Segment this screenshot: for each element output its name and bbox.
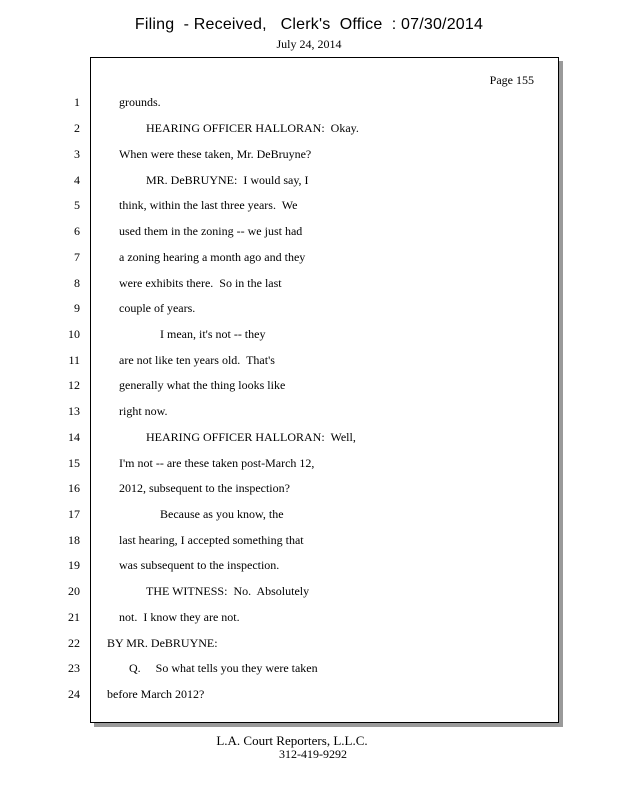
line-number: 3 bbox=[74, 147, 80, 161]
line-number: 14 bbox=[68, 430, 80, 444]
filing-stamp: Filing - Received, Clerk's Office : 07/30/2014 bbox=[134, 16, 484, 33]
line-text: HEARING OFFICER HALLORAN: Okay. bbox=[146, 121, 359, 135]
line-number: 13 bbox=[68, 404, 80, 418]
line-number: 2 bbox=[74, 121, 80, 135]
line-number: 15 bbox=[68, 456, 80, 470]
line-number: 7 bbox=[74, 250, 80, 264]
line-number: 20 bbox=[68, 584, 80, 598]
line-text: right now. bbox=[119, 404, 168, 418]
line-text: not. I know they are not. bbox=[119, 610, 240, 624]
line-text: I mean, it's not -- they bbox=[160, 327, 266, 341]
line-text: Because as you know, the bbox=[160, 507, 284, 521]
line-number: 8 bbox=[74, 276, 80, 290]
page-number: Page 155 bbox=[489, 73, 534, 87]
line-number: 11 bbox=[68, 353, 80, 367]
line-text: were exhibits there. So in the last bbox=[119, 276, 282, 290]
line-number: 21 bbox=[68, 610, 80, 624]
line-number: 5 bbox=[74, 198, 80, 212]
line-number: 24 bbox=[68, 687, 80, 701]
line-text: used them in the zoning -- we just had bbox=[119, 224, 303, 238]
line-text: generally what the thing looks like bbox=[119, 378, 286, 392]
line-number: 6 bbox=[74, 224, 80, 238]
line-number: 12 bbox=[68, 378, 80, 392]
line-text: MR. DeBRUYNE: I would say, I bbox=[146, 173, 309, 187]
line-text: a zoning hearing a month ago and they bbox=[119, 250, 306, 264]
court-reporter-name: L.A. Court Reporters, L.L.C. bbox=[216, 733, 368, 748]
line-text: 2012, subsequent to the inspection? bbox=[119, 481, 290, 495]
line-number: 10 bbox=[68, 327, 80, 341]
line-number: 9 bbox=[74, 301, 80, 315]
transcript-date: July 24, 2014 bbox=[276, 37, 342, 51]
line-text: THE WITNESS: No. Absolutely bbox=[146, 584, 310, 598]
line-text: think, within the last three years. We bbox=[119, 198, 298, 212]
line-text: HEARING OFFICER HALLORAN: Well, bbox=[146, 430, 356, 444]
line-text: before March 2012? bbox=[107, 687, 205, 701]
line-text: grounds. bbox=[119, 95, 161, 109]
line-number: 17 bbox=[68, 507, 80, 521]
line-text: was subsequent to the inspection. bbox=[119, 558, 280, 572]
line-number: 19 bbox=[68, 558, 80, 572]
line-text: last hearing, I accepted something that bbox=[119, 533, 304, 547]
line-number: 23 bbox=[68, 661, 80, 675]
line-text: When were these taken, Mr. DeBruyne? bbox=[119, 147, 312, 161]
line-text: BY MR. DeBRUYNE: bbox=[107, 636, 218, 650]
line-text: I'm not -- are these taken post-March 12, bbox=[119, 456, 315, 470]
court-reporter-phone: 312-419-9292 bbox=[279, 747, 347, 761]
line-text: Q. So what tells you they were taken bbox=[129, 661, 318, 675]
line-number: 18 bbox=[68, 533, 80, 547]
line-number: 22 bbox=[68, 636, 80, 650]
line-number: 16 bbox=[68, 481, 80, 495]
line-number: 4 bbox=[74, 173, 80, 187]
line-text: are not like ten years old. That's bbox=[119, 353, 275, 367]
line-number: 1 bbox=[74, 95, 80, 109]
line-text: couple of years. bbox=[119, 301, 196, 315]
